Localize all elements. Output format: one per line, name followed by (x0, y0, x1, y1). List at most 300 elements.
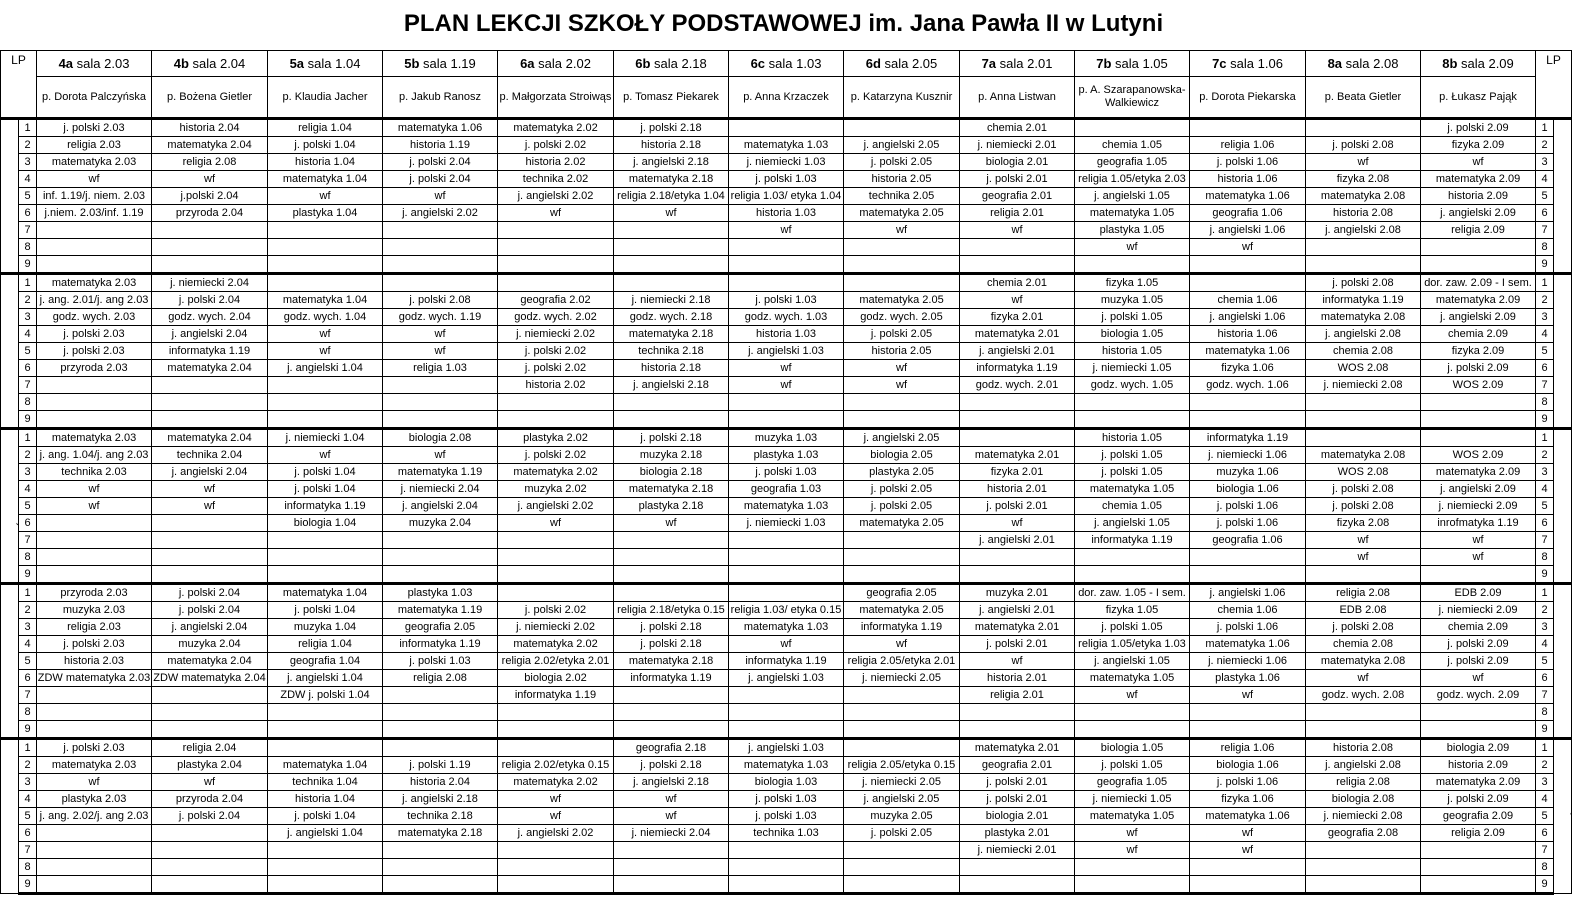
lesson-cell: godz. wych. 2.03 (37, 309, 152, 326)
lesson-number: 3 (19, 464, 37, 481)
lesson-cell: matematyka 2.02 (498, 636, 614, 653)
lesson-number: 4 (19, 791, 37, 808)
lesson-cell: matematyka 1.06 (1190, 188, 1306, 205)
day-label-right (1554, 739, 1572, 894)
lesson-cell: j. polski 2.02 (498, 360, 614, 377)
lesson-number: 8 (19, 549, 37, 566)
lesson-cell: j. angielski 2.05 (844, 137, 960, 154)
lesson-cell: religia 2.08 (1306, 584, 1421, 602)
lesson-cell: religia 1.03/ etyka 1.04 (729, 188, 844, 205)
day-name (1569, 794, 1572, 840)
lp-header-left: LP (1, 51, 37, 119)
lesson-cell: muzyka 2.04 (383, 515, 498, 532)
lesson-cell: technika 2.03 (37, 464, 152, 481)
lesson-row (1, 739, 1572, 757)
lesson-cell (729, 721, 844, 739)
lesson-number: 6 (1536, 205, 1554, 222)
lesson-cell: fizyka 2.08 (1306, 515, 1421, 532)
lesson-cell: wf (152, 481, 268, 498)
lesson-number: 8 (1536, 239, 1554, 256)
lesson-row (1, 447, 1572, 464)
lesson-cell: historia 1.04 (268, 154, 383, 171)
lesson-cell (152, 239, 268, 256)
lesson-cell (152, 721, 268, 739)
lesson-cell: historia 1.19 (383, 137, 498, 154)
lesson-cell: j. polski 1.06 (1190, 619, 1306, 636)
lesson-cell (1421, 394, 1536, 411)
lesson-cell (844, 842, 960, 859)
lesson-number: 5 (19, 188, 37, 205)
lesson-number: 5 (19, 498, 37, 515)
class-teacher: p. Małgorzata Stroiwąs (498, 77, 614, 119)
lesson-cell: biologia 1.06 (1190, 757, 1306, 774)
class-name: 7a (981, 56, 997, 71)
lesson-cell (37, 256, 152, 274)
lesson-cell: j. polski 2.05 (844, 326, 960, 343)
lesson-cell: j. angielski 1.04 (268, 825, 383, 842)
lesson-cell: historia 2.04 (152, 119, 268, 137)
lesson-number: 7 (19, 532, 37, 549)
lesson-number: 3 (1536, 154, 1554, 171)
lesson-row (1, 687, 1572, 704)
lesson-cell: j. polski 1.04 (268, 602, 383, 619)
lesson-cell: religia 1.06 (1190, 137, 1306, 154)
lesson-cell: matematyka 2.02 (498, 464, 614, 481)
lesson-cell: j. polski 2.02 (498, 137, 614, 154)
lesson-cell (729, 584, 844, 602)
lesson-number: 1 (19, 119, 37, 137)
lesson-cell: j. polski 2.04 (152, 808, 268, 825)
lesson-cell: wf (1190, 842, 1306, 859)
lesson-cell: matematyka 2.08 (1306, 309, 1421, 326)
lesson-cell: godz. wych. 2.09 (1421, 687, 1536, 704)
lesson-cell: j. angielski 2.18 (614, 154, 729, 171)
lesson-cell: wf (498, 515, 614, 532)
lesson-cell (729, 119, 844, 137)
lesson-cell: matematyka 2.04 (152, 360, 268, 377)
lesson-cell: matematyka 1.03 (729, 757, 844, 774)
class-room: sala 1.03 (765, 56, 822, 71)
class-teacher: p. Jakub Ranosz (383, 77, 498, 119)
lesson-cell (1075, 566, 1190, 584)
lesson-cell: j. polski 2.09 (1421, 360, 1536, 377)
lesson-cell (614, 721, 729, 739)
lesson-cell: godz. wych. 2.01 (960, 377, 1075, 394)
lesson-cell (844, 721, 960, 739)
lesson-cell: plastyka 2.03 (37, 791, 152, 808)
lesson-cell: chemia 2.09 (1421, 326, 1536, 343)
lesson-cell: matematyka 2.18 (614, 171, 729, 188)
lesson-cell: j. polski 1.06 (1190, 154, 1306, 171)
lesson-cell: matematyka 2.01 (960, 739, 1075, 757)
lesson-cell: wf (729, 222, 844, 239)
lesson-cell: j. polski 2.02 (498, 447, 614, 464)
lesson-cell: j. niemiecki 2.09 (1421, 602, 1536, 619)
lesson-cell: matematyka 1.19 (383, 464, 498, 481)
lesson-cell: matematyka 2.18 (614, 653, 729, 670)
lesson-cell: chemia 2.09 (1421, 619, 1536, 636)
lesson-cell (729, 842, 844, 859)
lesson-cell: j. angielski 2.01 (960, 343, 1075, 360)
lesson-cell: plastyka 1.05 (1075, 222, 1190, 239)
lesson-cell (383, 549, 498, 566)
lesson-cell: matematyka 1.04 (268, 292, 383, 309)
lesson-number: 1 (1536, 739, 1554, 757)
lesson-cell: j. polski 2.02 (498, 343, 614, 360)
lesson-cell (1306, 704, 1421, 721)
lesson-cell: wf (614, 808, 729, 825)
lesson-cell (152, 515, 268, 532)
lesson-row (1, 602, 1572, 619)
lesson-cell: matematyka 1.05 (1075, 670, 1190, 687)
lesson-cell (844, 274, 960, 292)
lesson-cell: wf (1075, 239, 1190, 256)
lesson-number: 5 (1536, 188, 1554, 205)
lesson-cell: j. polski 2.04 (152, 584, 268, 602)
lesson-cell: godz. wych. 2.02 (498, 309, 614, 326)
lesson-cell (729, 411, 844, 429)
lesson-cell (844, 859, 960, 876)
lesson-cell: j. angielski 2.02 (498, 498, 614, 515)
lesson-cell: j. polski 2.18 (614, 757, 729, 774)
lesson-number: 3 (19, 619, 37, 636)
lesson-cell: wf (1421, 670, 1536, 687)
lesson-cell: j. angielski 1.05 (1075, 188, 1190, 205)
lesson-cell: matematyka 2.09 (1421, 171, 1536, 188)
lesson-cell: historia 2.09 (1421, 188, 1536, 205)
lesson-cell: j. polski 1.03 (729, 292, 844, 309)
lesson-cell (383, 411, 498, 429)
lesson-cell: EDB 2.09 (1421, 584, 1536, 602)
class-room: sala 2.05 (880, 56, 938, 71)
lesson-cell: biologia 1.06 (1190, 481, 1306, 498)
lesson-cell (1306, 721, 1421, 739)
class-name: 8a (1327, 56, 1343, 71)
lesson-cell: j. angielski 2.08 (1306, 222, 1421, 239)
lesson-cell (1306, 119, 1421, 137)
lesson-number: 1 (1536, 119, 1554, 137)
lesson-cell: religia 1.03/ etyka 0.15 (729, 602, 844, 619)
lesson-cell: j.niem. 2.03/inf. 1.19 (37, 205, 152, 222)
lesson-cell: biologia 1.05 (1075, 326, 1190, 343)
class-header (498, 51, 614, 77)
lesson-cell (152, 704, 268, 721)
lesson-cell (268, 274, 383, 292)
lesson-cell: matematyka 1.03 (729, 137, 844, 154)
lesson-cell: j. polski 1.05 (1075, 309, 1190, 326)
lesson-cell: matematyka 2.03 (37, 757, 152, 774)
lesson-number: 5 (19, 653, 37, 670)
lesson-number: 1 (19, 429, 37, 447)
lesson-number: 4 (1536, 326, 1554, 343)
lesson-cell: j. polski 1.05 (1075, 464, 1190, 481)
lesson-cell: j. angielski 2.01 (960, 532, 1075, 549)
lesson-row (1, 411, 1572, 429)
lesson-row (1, 429, 1572, 447)
lesson-cell: inrofmatyka 1.19 (1421, 515, 1536, 532)
lesson-cell: godz. wych. 2.04 (152, 309, 268, 326)
lesson-cell (844, 411, 960, 429)
lesson-cell: j. polski 2.04 (383, 171, 498, 188)
day-label-right (1554, 274, 1572, 429)
lesson-cell: j. niemiecki 2.08 (1306, 377, 1421, 394)
lesson-cell: chemia 1.05 (1075, 137, 1190, 154)
lesson-cell (614, 687, 729, 704)
lesson-cell (383, 842, 498, 859)
lesson-cell: j. polski 2.05 (844, 154, 960, 171)
lesson-cell: geografia 2.18 (614, 739, 729, 757)
lesson-row (1, 584, 1572, 602)
lesson-cell: j. niemiecki 1.05 (1075, 791, 1190, 808)
lesson-cell: j. polski 2.08 (383, 292, 498, 309)
lesson-cell (268, 876, 383, 894)
lesson-number: 8 (1536, 859, 1554, 876)
lesson-cell (1190, 274, 1306, 292)
lesson-number: 5 (19, 808, 37, 825)
lesson-row (1, 808, 1572, 825)
lesson-cell (498, 842, 614, 859)
lesson-cell: j. niemiecki 2.02 (498, 619, 614, 636)
lesson-cell: religia 2.01 (960, 205, 1075, 222)
class-header (37, 51, 152, 77)
lesson-number: 4 (1536, 481, 1554, 498)
lesson-cell (1190, 256, 1306, 274)
lesson-cell: fizyka 1.05 (1075, 274, 1190, 292)
lesson-cell: matematyka 2.01 (960, 447, 1075, 464)
lesson-cell: wf (1075, 842, 1190, 859)
lesson-cell (498, 394, 614, 411)
lesson-cell: godz. wych. 1.04 (268, 309, 383, 326)
lesson-cell: wf (37, 481, 152, 498)
lesson-cell (1075, 704, 1190, 721)
lesson-row (1, 721, 1572, 739)
lesson-cell: historia 2.01 (960, 481, 1075, 498)
lesson-cell: godz. wych. 2.08 (1306, 687, 1421, 704)
lesson-cell: j. niemiecki 2.02 (498, 326, 614, 343)
lesson-number: 3 (1536, 464, 1554, 481)
lesson-cell (729, 566, 844, 584)
lesson-cell: j. angielski 2.04 (152, 619, 268, 636)
class-name: 5a (289, 56, 305, 71)
lesson-cell (1075, 256, 1190, 274)
lesson-cell: j. polski 2.18 (614, 636, 729, 653)
lesson-row (1, 636, 1572, 653)
lesson-cell (614, 256, 729, 274)
lesson-cell: j. polski 2.04 (152, 602, 268, 619)
lesson-number: 5 (19, 343, 37, 360)
class-room: sala 1.04 (304, 56, 361, 71)
lesson-number: 5 (1536, 498, 1554, 515)
lesson-cell: historia 1.06 (1190, 171, 1306, 188)
lesson-cell (498, 721, 614, 739)
lesson-cell: j. angielski 2.09 (1421, 205, 1536, 222)
lesson-cell (37, 222, 152, 239)
day-label-right (1554, 119, 1572, 274)
lesson-cell (1306, 876, 1421, 894)
class-name: 4a (58, 56, 74, 71)
lesson-cell: matematyka 2.03 (37, 429, 152, 447)
lesson-number: 6 (19, 670, 37, 687)
lesson-cell (960, 239, 1075, 256)
lesson-cell: j. polski 2.18 (614, 119, 729, 137)
lesson-cell (960, 721, 1075, 739)
lesson-row (1, 791, 1572, 808)
lesson-cell (614, 532, 729, 549)
lesson-cell (844, 119, 960, 137)
lesson-cell: matematyka 1.06 (1190, 808, 1306, 825)
class-room: sala 2.01 (996, 56, 1053, 71)
lesson-cell: j. angielski 1.05 (1075, 653, 1190, 670)
lesson-cell (614, 859, 729, 876)
lesson-cell: historia 2.09 (1421, 757, 1536, 774)
lesson-cell: informatyka 1.19 (1190, 429, 1306, 447)
lesson-cell (268, 532, 383, 549)
lesson-cell (1421, 721, 1536, 739)
lesson-cell: wf (1306, 670, 1421, 687)
lesson-cell: j. polski 1.03 (729, 464, 844, 481)
lesson-cell: j. polski 1.04 (268, 481, 383, 498)
lesson-number: 7 (1536, 687, 1554, 704)
lesson-cell: wf (383, 343, 498, 360)
lesson-cell: j. polski 1.03 (729, 808, 844, 825)
lesson-cell: muzyka 2.05 (844, 808, 960, 825)
lesson-row (1, 774, 1572, 791)
lesson-cell: j. polski 2.03 (37, 636, 152, 653)
class-name: 6a (520, 56, 535, 71)
lesson-cell (498, 739, 614, 757)
lesson-number: 3 (19, 774, 37, 791)
lesson-number: 2 (19, 757, 37, 774)
lesson-cell: j. polski 2.01 (960, 498, 1075, 515)
lesson-cell (729, 549, 844, 566)
lesson-cell: j. polski 2.04 (152, 292, 268, 309)
lesson-cell (383, 532, 498, 549)
lesson-number: 6 (19, 825, 37, 842)
lesson-cell (1306, 411, 1421, 429)
lesson-cell: religia 2.05/etyka 2.01 (844, 653, 960, 670)
lesson-cell: matematyka 2.18 (614, 326, 729, 343)
lesson-cell: fizyka 2.09 (1421, 137, 1536, 154)
lesson-cell: wf (960, 653, 1075, 670)
lesson-cell: technika 1.04 (268, 774, 383, 791)
lesson-cell: religia 1.05/etyka 2.03 (1075, 171, 1190, 188)
lesson-cell: matematyka 1.06 (383, 119, 498, 137)
lesson-number: 8 (19, 394, 37, 411)
lesson-number: 9 (1536, 411, 1554, 429)
lesson-cell (383, 859, 498, 876)
lesson-cell (614, 411, 729, 429)
lesson-cell: j. angielski 1.04 (268, 670, 383, 687)
lesson-cell: technika 2.18 (383, 808, 498, 825)
lesson-number: 4 (1536, 171, 1554, 188)
lesson-cell: historia 2.08 (1306, 205, 1421, 222)
lesson-cell: przyroda 2.04 (152, 205, 268, 222)
lesson-cell: wf (1421, 154, 1536, 171)
lesson-number: 5 (1536, 808, 1554, 825)
lesson-cell (383, 394, 498, 411)
class-header (844, 51, 960, 77)
lesson-cell: religia 1.06 (1190, 739, 1306, 757)
lesson-cell: j. polski 2.04 (383, 154, 498, 171)
lesson-cell: historia 2.18 (614, 360, 729, 377)
lesson-cell: historia 2.04 (383, 774, 498, 791)
lesson-cell: technika 2.05 (844, 188, 960, 205)
class-teacher: p. Dorota Piekarska (1190, 77, 1306, 119)
lesson-cell: biologia 2.02 (498, 670, 614, 687)
lesson-cell: godz. wych. 1.05 (1075, 377, 1190, 394)
lesson-cell: matematyka 2.09 (1421, 774, 1536, 791)
lesson-cell: wf (1306, 532, 1421, 549)
lesson-number: 6 (1536, 670, 1554, 687)
lesson-cell (383, 566, 498, 584)
lesson-number: 4 (19, 326, 37, 343)
lesson-cell (614, 222, 729, 239)
lesson-cell: wf (960, 222, 1075, 239)
lesson-number: 1 (1536, 429, 1554, 447)
lesson-cell: j. polski 2.01 (960, 774, 1075, 791)
lesson-number: 2 (19, 447, 37, 464)
lesson-cell: j. niemiecki 2.09 (1421, 498, 1536, 515)
lesson-cell: religia 2.03 (37, 137, 152, 154)
lesson-cell: j. angielski 2.08 (1306, 757, 1421, 774)
lesson-number: 7 (19, 377, 37, 394)
lesson-cell: wf (37, 498, 152, 515)
lesson-cell (37, 394, 152, 411)
lesson-cell: wf (152, 774, 268, 791)
lesson-cell (152, 549, 268, 566)
lesson-cell: religia 2.01 (960, 687, 1075, 704)
lesson-cell (844, 532, 960, 549)
lesson-cell (152, 859, 268, 876)
lesson-cell: j. niemiecki 2.01 (960, 842, 1075, 859)
lesson-cell: wf (1190, 687, 1306, 704)
lesson-cell: j. angielski 2.02 (383, 205, 498, 222)
lesson-cell (268, 704, 383, 721)
class-teacher: p. Katarzyna Kusznir (844, 77, 960, 119)
lesson-number: 4 (1536, 636, 1554, 653)
lesson-cell: j. polski 1.06 (1190, 774, 1306, 791)
lesson-cell: matematyka 2.02 (498, 119, 614, 137)
lesson-cell (268, 549, 383, 566)
lesson-number: 1 (19, 584, 37, 602)
lesson-number: 9 (1536, 256, 1554, 274)
lesson-cell: godz. wych. 2.18 (614, 309, 729, 326)
lesson-cell: j. niemiecki 2.04 (152, 274, 268, 292)
lesson-cell: geografia 2.05 (383, 619, 498, 636)
lesson-cell: j. polski 2.03 (37, 119, 152, 137)
lesson-cell: wf (268, 447, 383, 464)
lesson-cell: geografia 1.06 (1190, 532, 1306, 549)
lesson-cell (960, 429, 1075, 447)
lesson-cell (152, 842, 268, 859)
lesson-cell: godz. wych. 1.03 (729, 309, 844, 326)
lesson-cell (1190, 411, 1306, 429)
lesson-cell: matematyka 2.05 (844, 292, 960, 309)
class-header (152, 51, 268, 77)
lesson-cell: wf (1190, 239, 1306, 256)
class-name: 6c (750, 56, 766, 71)
class-room: sala 1.19 (419, 56, 476, 71)
lesson-cell (844, 739, 960, 757)
lesson-cell (614, 274, 729, 292)
lesson-cell: wf (1075, 825, 1190, 842)
lesson-cell: WOS 2.09 (1421, 377, 1536, 394)
lesson-row (1, 619, 1572, 636)
lesson-cell (37, 566, 152, 584)
lesson-number: 9 (19, 876, 37, 894)
lesson-row (1, 171, 1572, 188)
lesson-cell: muzyka 2.02 (498, 481, 614, 498)
